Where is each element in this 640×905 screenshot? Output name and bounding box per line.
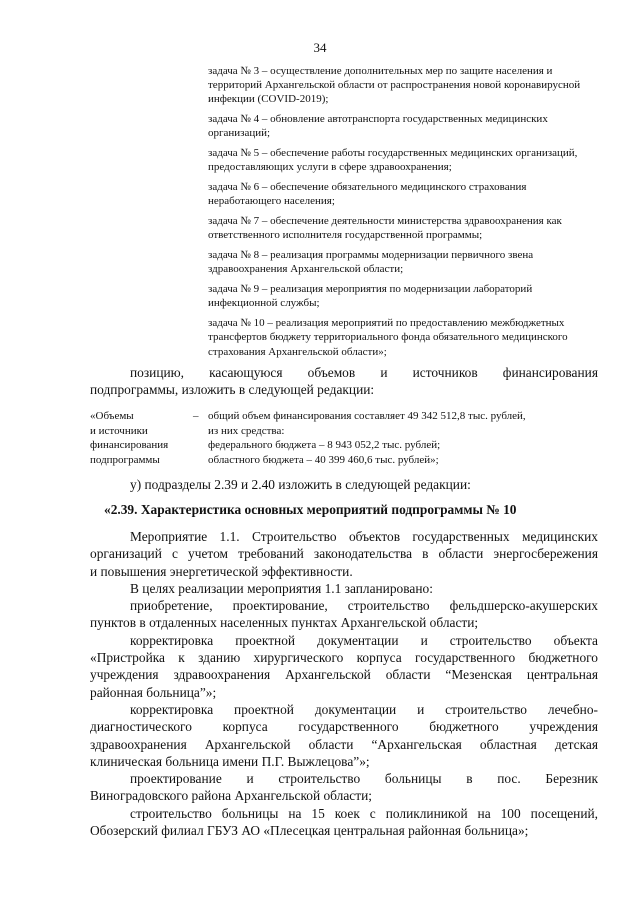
funding-table-label <box>90 409 190 467</box>
task-list <box>208 64 600 364</box>
text-line: строительство больницы на 15 коек с поликлиникой на 100 посещений, <box>130 805 598 821</box>
task-item: задача № 4 – обновление автотранспорта государственных медицинских организаций; <box>208 113 548 140</box>
main-text <box>90 528 598 839</box>
text-line: подпрограммы, изложить в следующей редакции: <box>90 382 375 398</box>
text-line: здравоохранения Архангельской области “Архангельская областная детская <box>90 736 598 752</box>
text-line: диагностического корпуса государственного бюджетного учреждения <box>90 719 598 735</box>
label-line: и источники <box>90 424 148 437</box>
value-line: федерального бюджета – 8 943 052,2 тыс. рублей; <box>208 439 441 451</box>
task-item: задача № 9 – реализация мероприятия по модернизации лабораторий инфекционной службы; <box>208 283 533 310</box>
text-line: В целях реализации мероприятия 1.1 запланировано: <box>130 580 433 596</box>
value-line: общий объем финансирования составляет 49 342 512,8 тыс. рублей, <box>208 410 526 422</box>
position-paragraph <box>90 364 598 399</box>
text-line: клиническая больница имени П.Г. Выжлецова”»; <box>90 753 370 769</box>
funding-table-value <box>208 409 600 467</box>
text-line: организаций с учетом требований законодательства в области энергосбережения <box>90 546 598 562</box>
value-line: областного бюджета – 40 399 460,6 тыс. рублей»; <box>208 453 439 466</box>
page-number: 34 <box>313 40 327 55</box>
task-item: задача № 10 – реализация мероприятий по предоставлению межбюджетных трансфертов бюджету территориального фонда обязательного медицинского страхования Архангельской области»; <box>208 317 568 358</box>
task-item: задача № 5 – обеспечение работы государственных медицинских организаций, предоставляющих услуги в сфере здравоохранения; <box>208 147 578 174</box>
text-line: проектирование и строительство больницы в пос. Березник <box>130 771 598 787</box>
task-item: задача № 6 – обеспечение обязательного медицинского страхования неработающего населения; <box>208 181 527 208</box>
task-item: задача № 8 – реализация программы модернизации первичного звена здравоохранения Архангельской области; <box>208 249 534 276</box>
label-line: подпрограммы <box>90 453 160 466</box>
text-line: Мероприятие 1.1. Строительство объектов государственных медицинских <box>130 529 598 544</box>
label-line: «Объемы <box>90 410 134 422</box>
text-line: учреждения здравоохранения Архангельской области “Мезенская центральная <box>90 667 598 683</box>
value-line: из них средства: <box>208 424 285 437</box>
subsections-paragraph <box>90 476 598 493</box>
text-line: приобретение, проектирование, строительство фельдшерско-акушерских <box>130 598 598 614</box>
text-line: «Пристройка к зданию хирургического корпуса государственного бюджетного <box>90 650 598 666</box>
text-line: районная больница”»; <box>90 684 217 700</box>
text-line: корректировка проектной документации и строительство лечебно- <box>130 701 598 717</box>
text-line: Виноградовского района Архангельской области; <box>90 788 372 804</box>
text-line: и повышения энергетической эффективности. <box>90 563 353 579</box>
text-line: пунктов в отдаленных населенных пунктах Архангельской области; <box>90 615 479 631</box>
task-item: задача № 3 – осуществление дополнительных мер по защите населения и территорий Архангельской области от распространения новой коронавирусной инфекции (COVID-2019); <box>208 65 581 106</box>
text-line: позицию, касающуюся объемов и источников финансирования <box>130 365 598 380</box>
task-item: задача № 7 – обеспечение деятельности министерства здравоохранения как ответственного исполнителя государственной программы; <box>208 215 562 242</box>
text-line: корректировка проектной документации и строительство объекта <box>130 632 598 648</box>
text-line: у) подразделы 2.39 и 2.40 изложить в следующей редакции: <box>130 477 471 492</box>
label-line: финансирования <box>90 439 169 451</box>
funding-table-dash: – <box>193 410 199 422</box>
section-heading: «2.39. Характеристика основных мероприятий подпрограммы № 10 <box>104 502 517 517</box>
text-line: Обозерский филиал ГБУЗ АО «Плесецкая центральная районная больница»; <box>90 823 529 839</box>
